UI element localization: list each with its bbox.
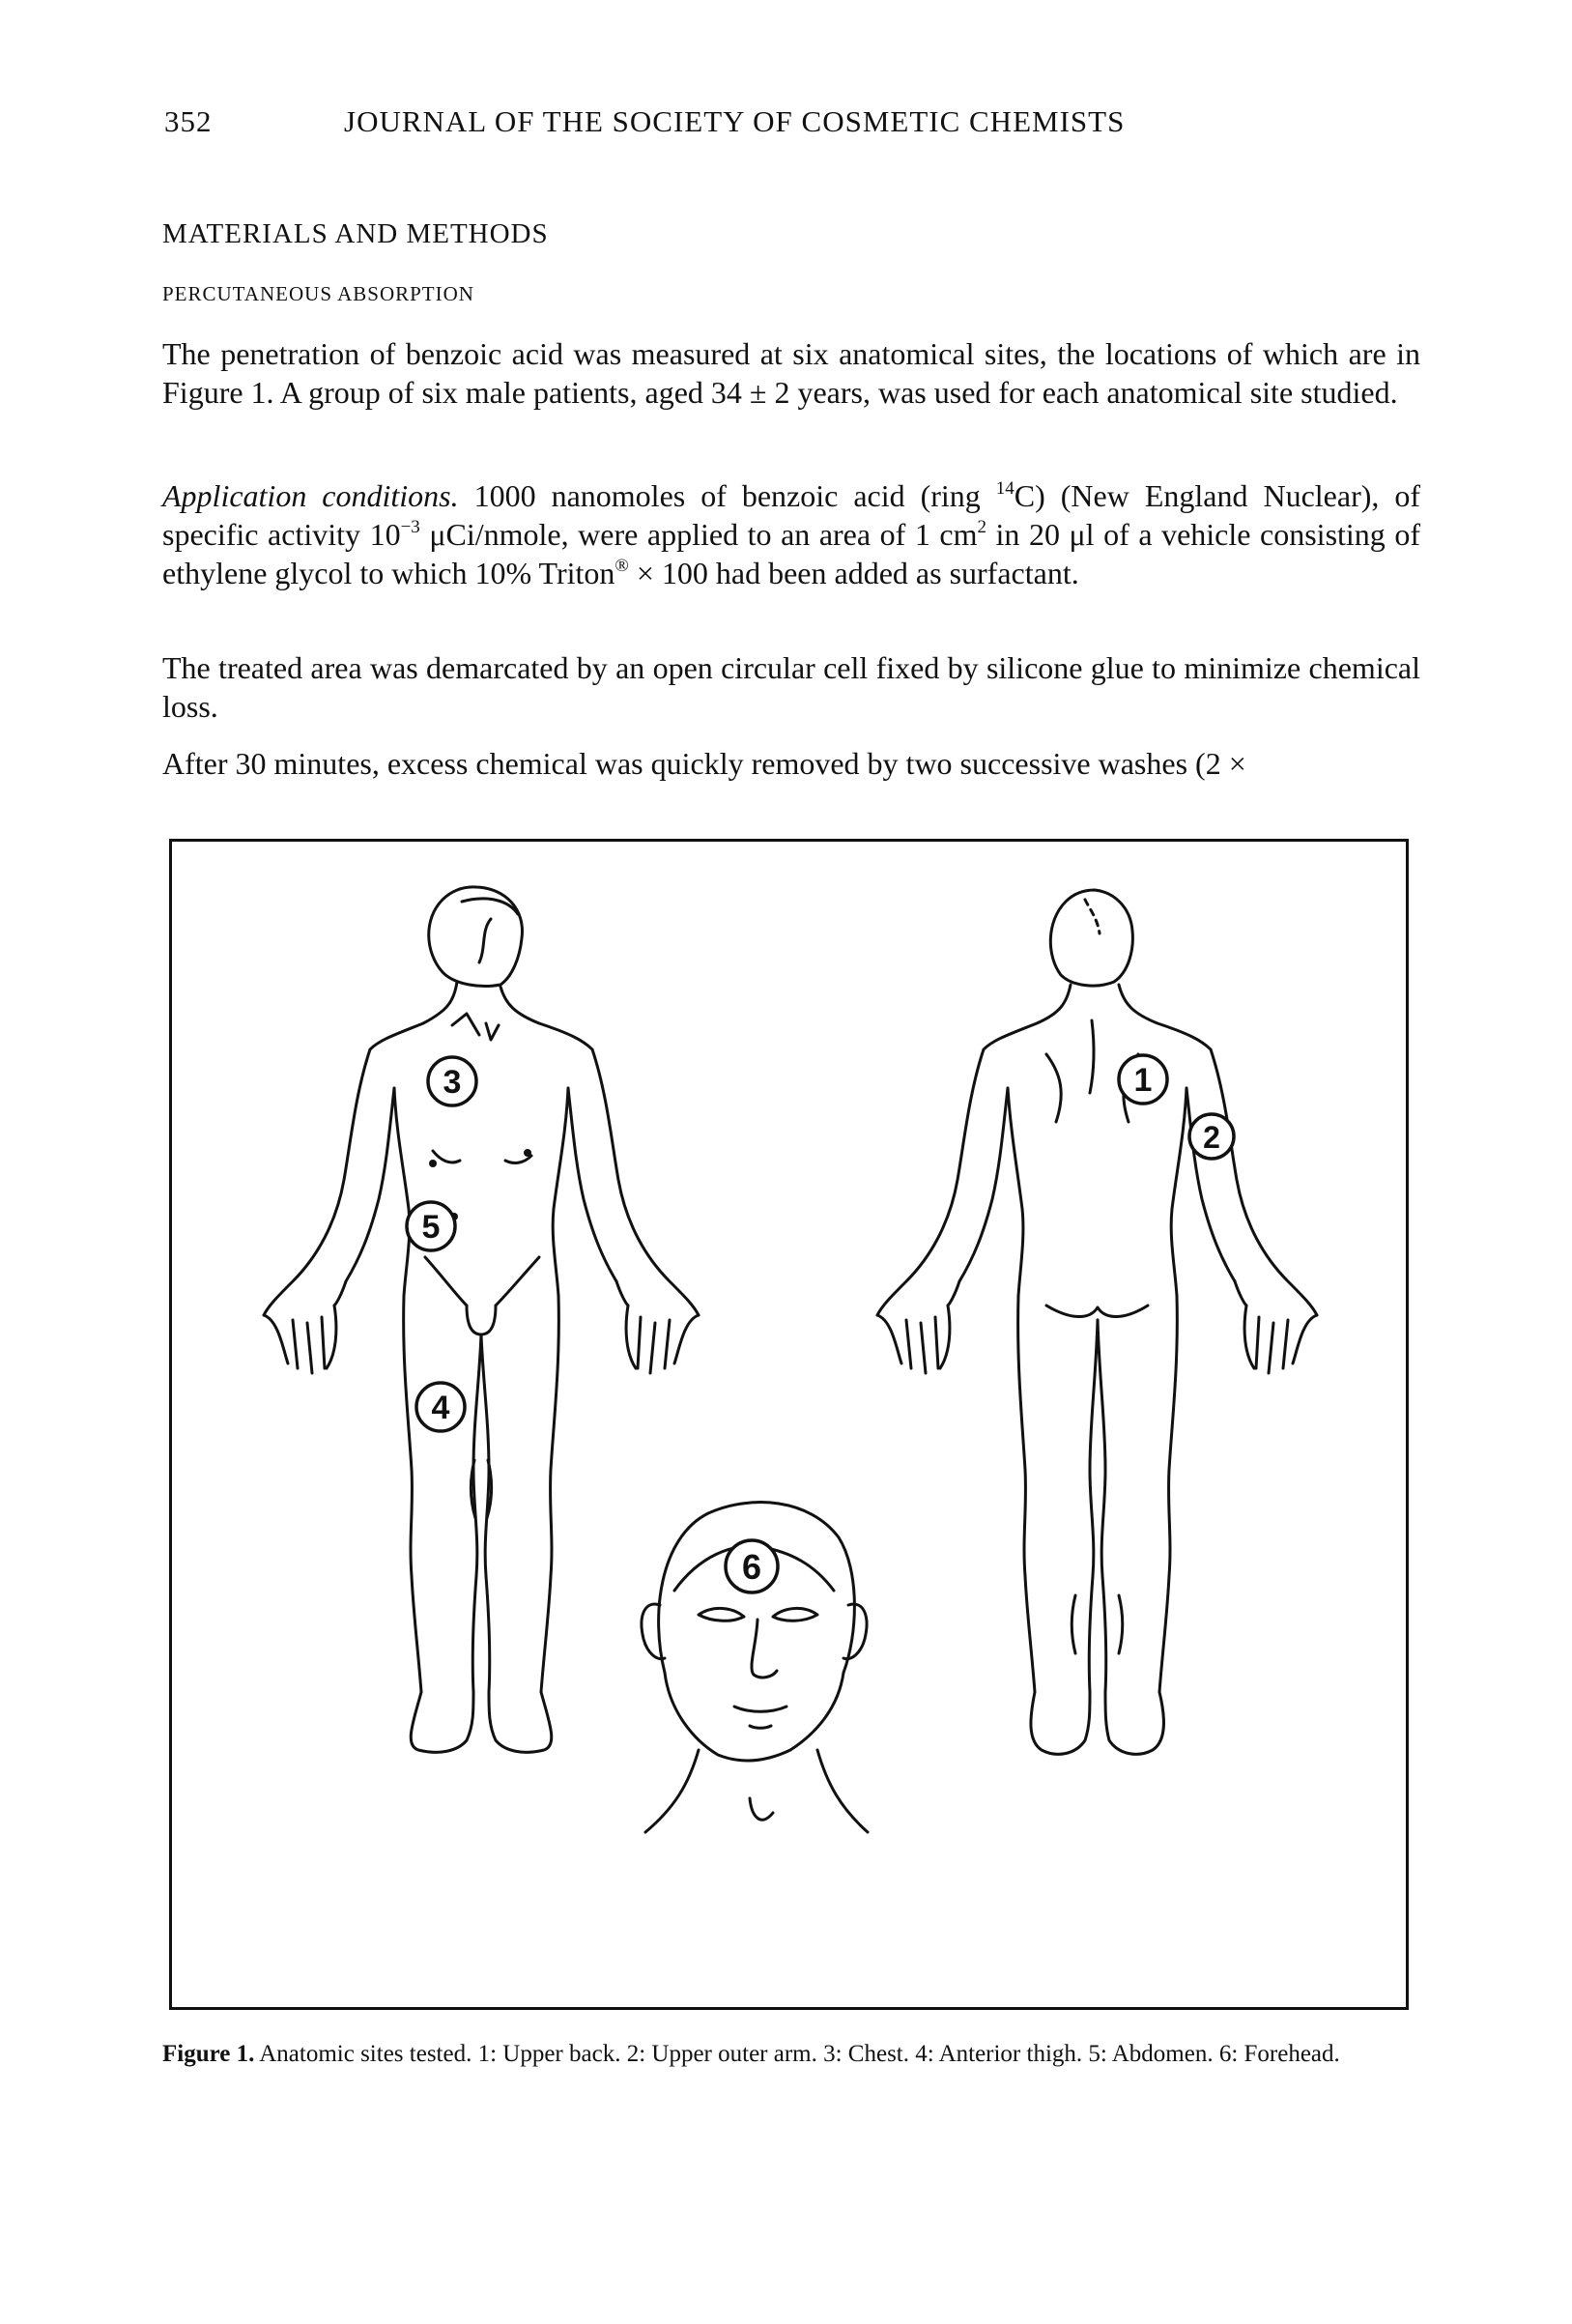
site-dot	[524, 1149, 531, 1157]
superscript: ®	[615, 556, 629, 576]
marker-1-upper-back	[1119, 1055, 1167, 1104]
marker-label: 5	[421, 1209, 441, 1246]
run-in-heading: Application conditions.	[162, 478, 459, 513]
caption-label: Figure 1.	[162, 2041, 255, 2067]
paragraph-penetration: The penetration of benzoic acid was measured at six anatomical sites, the locations of which are in Figure 1. A group of six male patients, aged 34 ± 2 years, was used for each anatomical site studied.	[162, 336, 1420, 410]
paragraph-after-30-minutes: After 30 minutes, excess chemical was quickly removed by two successive washes (2 ×	[162, 746, 1246, 781]
superscript: 14	[995, 478, 1015, 499]
marker-3-chest	[428, 1057, 476, 1105]
figure-1	[169, 839, 1409, 2010]
site-dot	[429, 1160, 437, 1167]
text-run: μCi/nmole, were applied to an area of 1 cm	[419, 517, 978, 552]
marker-2-upper-outer-arm	[1189, 1114, 1234, 1159]
paragraph-application-conditions	[162, 476, 1420, 592]
front-body-figure	[264, 887, 699, 1752]
text-run: 1000 nanomoles of benzoic acid (ring	[458, 478, 996, 513]
page-number: 352	[164, 104, 213, 138]
figure-caption	[162, 2038, 1420, 2070]
section-subheading: PERCUTANEOUS ABSORPTION	[162, 282, 474, 305]
text-run: × 100 had been added as surfactant.	[628, 556, 1079, 590]
marker-5-abdomen	[407, 1202, 455, 1250]
caption-text: Anatomic sites tested. 1: Upper back. 2: Upper outer arm. 3: Chest. 4: Anterior thigh. 5: Abdomen. 6: Forehead.	[254, 2041, 1340, 2067]
text-run: in 20 μl of a vehicle consisting of ethylene glycol to which 10% Triton	[162, 517, 1421, 590]
paragraph-treated-area: The treated area was demarcated by an open circular cell fixed by silicone glue to minimize chemical loss.	[162, 650, 1420, 724]
marker-4-anterior-thigh	[416, 1383, 465, 1431]
marker-label: 4	[431, 1390, 450, 1426]
marker-label: 6	[741, 1547, 762, 1587]
marker-label: 3	[443, 1064, 462, 1101]
marker-label: 2	[1203, 1120, 1220, 1155]
marker-label: 1	[1133, 1062, 1153, 1099]
superscript: −3	[400, 517, 420, 537]
journal-title: JOURNAL OF THE SOCIETY OF COSMETIC CHEMISTS	[344, 104, 1126, 138]
section-heading: MATERIALS AND METHODS	[162, 218, 549, 249]
text-run: C) (New England Nuclear), of specific activity 10	[162, 478, 1421, 552]
back-body-figure	[877, 890, 1317, 1754]
superscript: 2	[977, 517, 986, 537]
anatomy-illustration	[172, 842, 1412, 2013]
marker-6-forehead	[726, 1540, 778, 1592]
